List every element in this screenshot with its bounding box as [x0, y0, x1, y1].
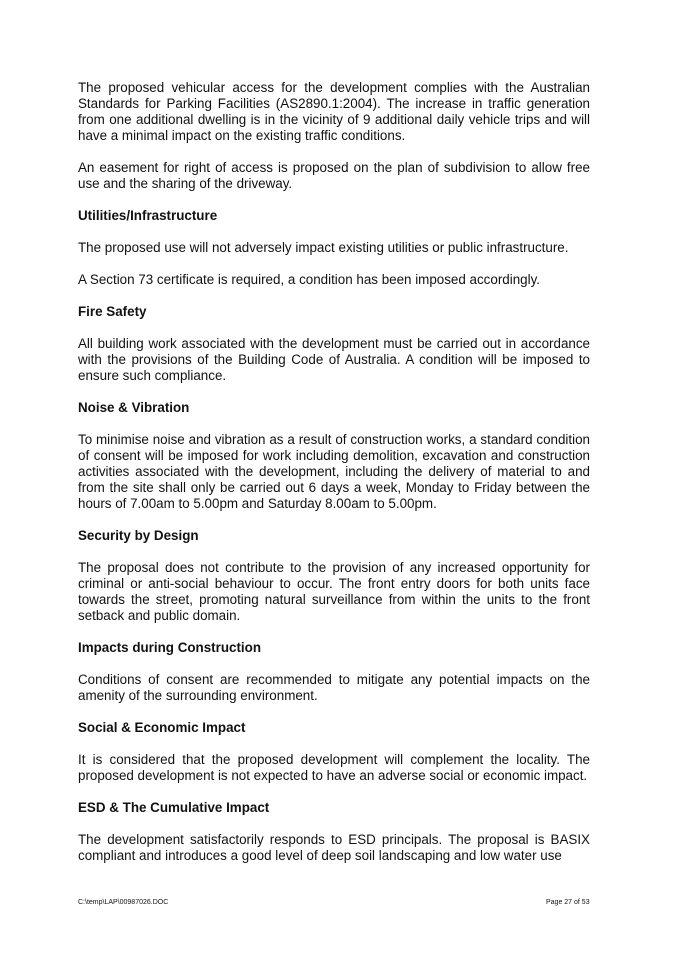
paragraph-esd-cumulative-impact: The development satisfactorily responds to ESD principals. The proposal is BASIX compliant and introduces a good level of deep soil landscaping and low water use — [78, 832, 590, 863]
footer-file-path: C:\temp\LAP\00987026.DOC — [78, 899, 169, 906]
paragraph-utilities: The proposed use will not adversely impact existing utilities or public infrastructure. — [78, 240, 569, 255]
paragraph-noise-vibration: To minimise noise and vibration as a result of construction works, a standard condition of consent will be imposed for work including demolition, excavation and construction activities associated with the development, including the delivery of material to and from the site shall only be carried out 6 days a week, Monday to Friday between the hours of 7.00am to 5.00pm and Saturday 8.00am to 5.00pm. — [78, 432, 590, 511]
heading-utilities-infrastructure: Utilities/Infrastructure — [78, 208, 218, 223]
document-body — [78, 80, 590, 880]
heading-fire-safety: Fire Safety — [78, 304, 147, 319]
paragraph-section-73: A Section 73 certificate is required, a condition has been imposed accordingly. — [78, 272, 540, 287]
paragraph-vehicular-access: The proposed vehicular access for the development complies with the Australian Standards for Parking Facilities (AS2890.1:2004). The increase in traffic generation from one additional dwelling is in the vicinity of 9 additional daily vehicle trips and will have a minimal impact on the existing traffic conditions. — [78, 80, 590, 143]
footer-page-number: Page 27 of 53 — [546, 899, 590, 906]
paragraph-easement: An easement for right of access is proposed on the plan of subdivision to allow free use and the sharing of the driveway. — [78, 160, 590, 191]
paragraph-social-economic-impact: It is considered that the proposed development will complement the locality. The proposed development is not expected to have an adverse social or economic impact. — [78, 752, 590, 783]
heading-social-economic-impact: Social & Economic Impact — [78, 720, 246, 735]
heading-security-by-design: Security by Design — [78, 528, 199, 543]
paragraph-fire-safety: All building work associated with the development must be carried out in accordance with the provisions of the Building Code of Australia. A condition will be imposed to ensure such compliance. — [78, 336, 590, 383]
heading-impacts-during-construction: Impacts during Construction — [78, 640, 262, 655]
heading-noise-vibration: Noise & Vibration — [78, 400, 190, 415]
paragraph-impacts-during-construction: Conditions of consent are recommended to mitigate any potential impacts on the amenity of the surrounding environment. — [78, 672, 590, 703]
paragraph-security-by-design: The proposal does not contribute to the provision of any increased opportunity for criminal or anti-social behaviour to occur. The front entry doors for both units face towards the street, promoting natural surveillance from within the units to the front setback and public domain. — [78, 560, 590, 623]
heading-esd-cumulative-impact: ESD & The Cumulative Impact — [78, 800, 270, 815]
